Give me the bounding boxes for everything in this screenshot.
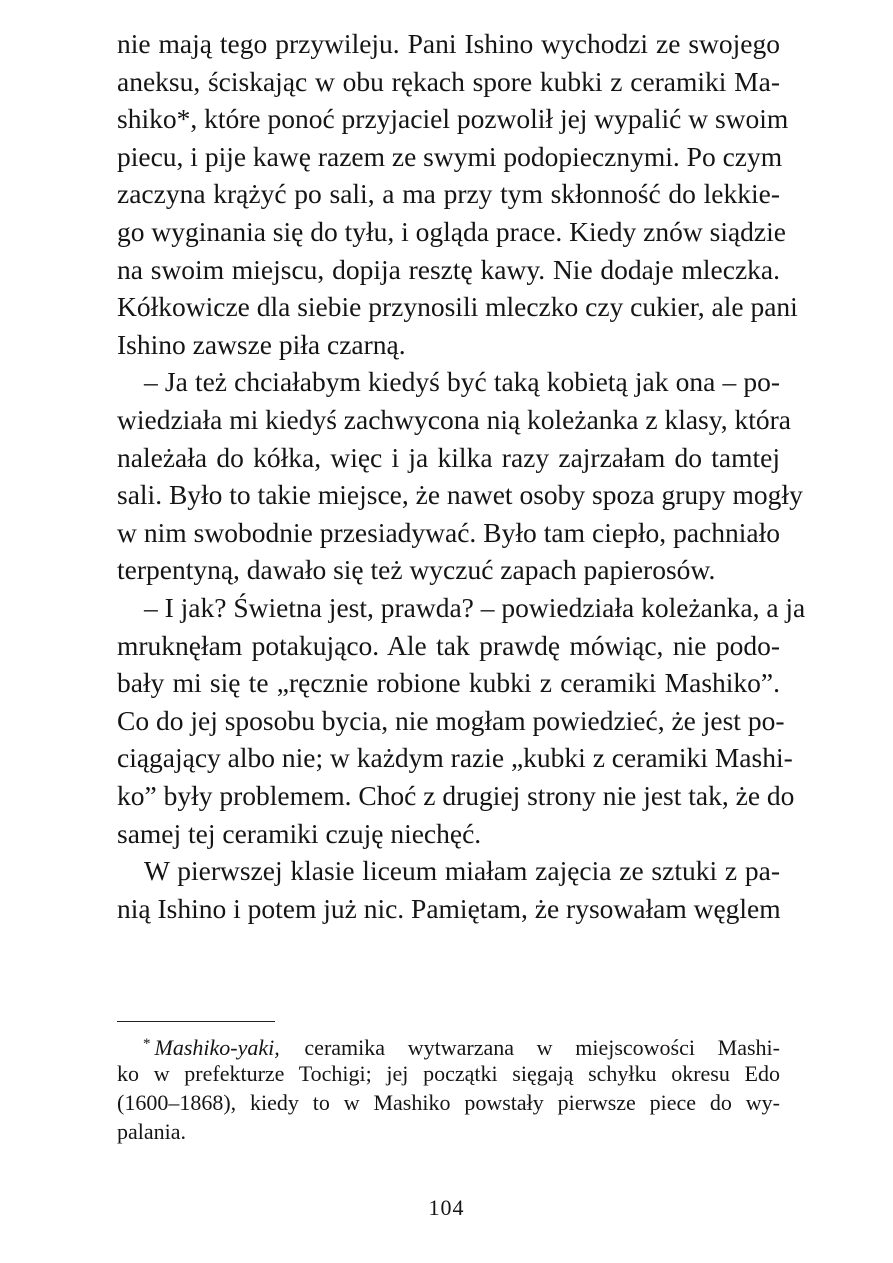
body-line: go wyginania się do tyłu, i ogląda prace. Kiedy znów siądzie	[117, 216, 786, 247]
footnote-line: ko w prefekturze Tochigi; jej początki sięgają schyłku okresu Edo	[117, 1061, 780, 1086]
body-line: W pierwszej klasie liceum miałam zajęcia ze sztuki z pa-	[144, 855, 780, 887]
body-line: terpentyną, dawało się też wyczuć zapach papierosów.	[117, 554, 716, 586]
body-line: aneksu, ściskając w obu rękach spore kubki z ceramiki Ma-	[117, 65, 780, 97]
body-line: na swoim miejscu, dopija resztę kawy. Nie dodaje mleczka.	[117, 253, 780, 285]
body-line: w nim swobodnie przesiadywać. Było tam ciepło, pachniało	[117, 516, 780, 548]
footnote-term: Mashiko-yaki,	[154, 1035, 280, 1060]
footnote-line: palania.	[117, 1119, 187, 1144]
body-line: samej tej ceramiki czuję niechęć.	[117, 817, 482, 849]
page-number: 104	[428, 1195, 465, 1220]
footnote-text: ceramika wytwarzana w miejscowości Mashi-	[304, 1035, 780, 1060]
body-line: shiko*, które ponoć przyjaciel pozwolił jej wypalić w swoim	[117, 103, 789, 135]
body-line: – Ja też chciałabym kiedyś być taką kobietą jak ona – po-	[144, 366, 780, 398]
body-line: nią Ishino i potem już nic. Pamiętam, że rysowałam węglem	[117, 892, 781, 924]
body-line: Kółkowicze dla siebie przynosili mleczko czy cukier, ale pani	[117, 291, 798, 323]
body-line: bały mi się te „ręcznie robione kubki z ceramiki Mashiko”.	[117, 667, 780, 699]
body-line: – I jak? Świetna jest, prawda? – powiedziała koleżanka, a ja	[144, 592, 806, 623]
body-line: wiedziała mi kiedyś zachwycona nią koleżanka z klasy, która	[117, 404, 791, 435]
body-line: Co do jej sposobu bycia, nie mogłam powiedzieć, że jest po-	[117, 704, 785, 736]
footnote-first-line	[117, 1030, 780, 1062]
body-line: zaczyna krążyć po sali, a ma przy tym skłonność do lekkie-	[117, 178, 780, 210]
body-line: mruknęłam potakująco. Ale tak prawdę mówiąc, nie podo-	[117, 629, 780, 661]
body-line: piecu, i pije kawę razem ze swymi podopiecznymi. Po czym	[117, 140, 783, 172]
footnote-marker: *	[143, 1036, 151, 1052]
footnote-line: (1600–1868), kiedy to w Mashiko powstały pierwsze piece do wy-	[117, 1090, 780, 1115]
body-line: należała do kółka, więc i ja kilka razy zajrzałam do tamtej	[117, 441, 780, 473]
body-line: nie mają tego przywileju. Pani Ishino wychodzi ze swojego	[117, 28, 780, 59]
body-line: ko” były problemem. Choć z drugiej strony nie jest tak, że do	[117, 780, 795, 811]
footnote-divider	[117, 1021, 275, 1022]
body-line: Ishino zawsze piła czarną.	[117, 328, 406, 360]
body-line: ciągający albo nie; w każdym razie „kubki z ceramiki Mashi-	[117, 742, 793, 774]
body-line: sali. Było to takie miejsce, że nawet osoby spoza grupy mogły	[117, 479, 803, 511]
